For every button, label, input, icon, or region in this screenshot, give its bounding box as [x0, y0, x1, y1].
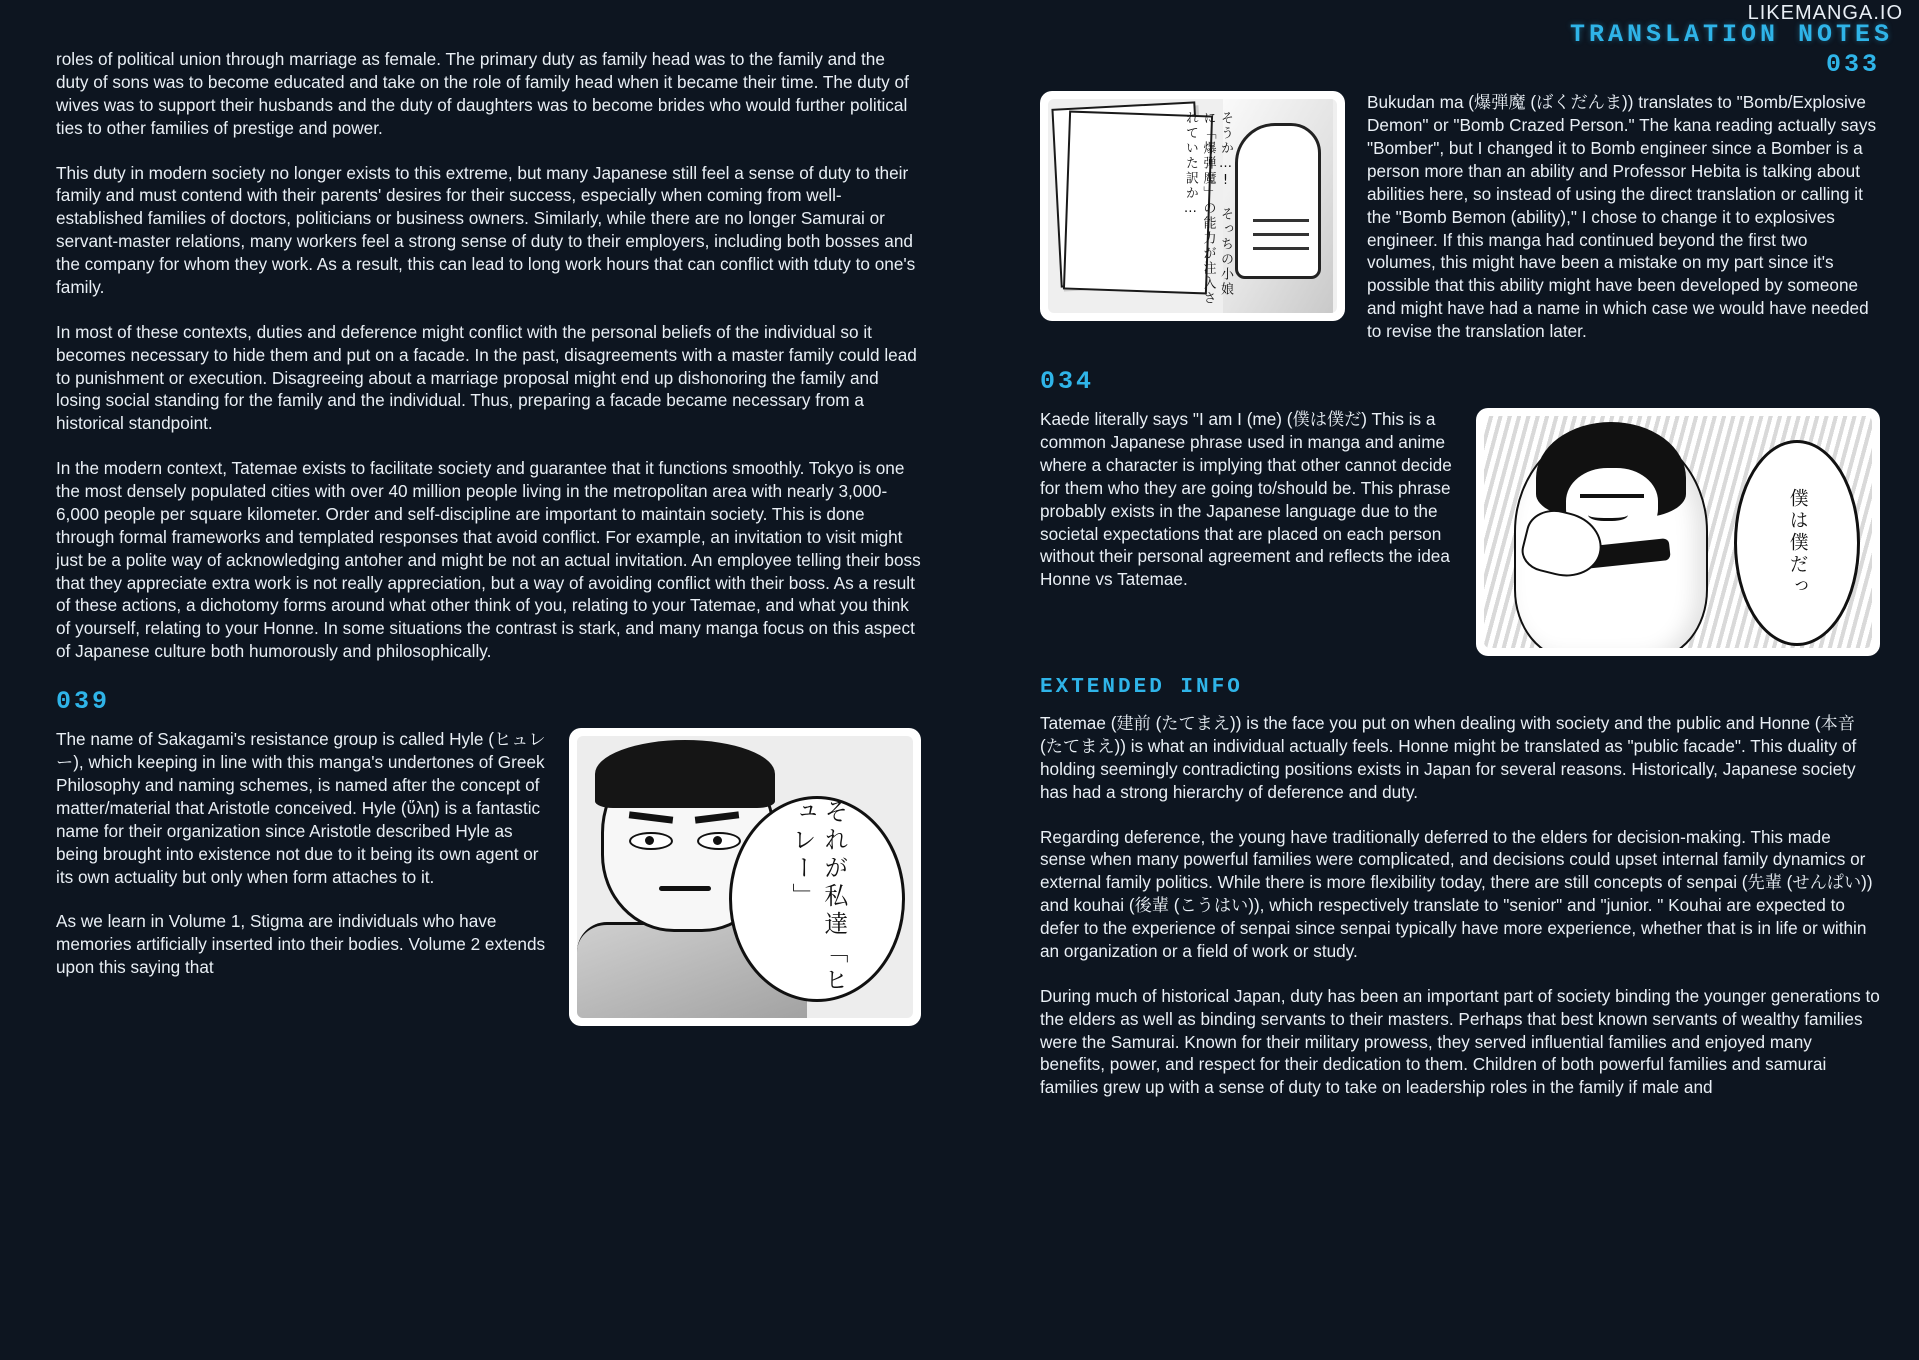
note-034-paragraph: Kaede literally says "I am I (me) (僕は僕だ) This is a common Japanese phrase used in manga and anime where a character is implying that other cannot decide for them who they are going to/should be. This phrase probably exists in the Japanese language due to the societal expectations that are placed on each person without their personal agreement and reflects the idea Honne vs Tatemae.	[1040, 409, 1452, 590]
speech-bubble-039-text: それが私達「ヒュレー」	[788, 799, 848, 996]
extended-paragraph-2: Regarding deference, the young have traditionally deferred to the elders for decision-making. This made sense when many powerful families were complicated, and decisions could upset internal family dynamics or external family politics. While there is more flexibility today, there are still concepts of senpai (先輩 (せんぱい)) and kouhai (後輩 (こうはい)), which respectively translate to "senior" and "junior. " Kouhai are expected to defer to the experience of senpai since senpai typically have more experience, whether that is in life or within an organization or a field of work or study.	[1040, 826, 1873, 961]
manga-panel-039	[569, 728, 921, 1026]
manga-art-034	[1484, 416, 1872, 648]
figure-kaede-eyes	[1580, 494, 1644, 498]
note-number-039: 039	[56, 687, 111, 716]
left-column	[56, 48, 921, 1036]
site-watermark: LIKEMANGA.IO	[1747, 2, 1903, 24]
left-paragraph-2: This duty in modern society no longer exists to this extreme, but many Japanese still feel a sense of duty to their family and must contend with their parents' desires for their success, especially when coming from well-established families of doctors, politicians or business owners. Similarly, while there are no longer Samurai or servant-master relations, many workers feel a strong sense of duty to their employers, including both bosses and the company for whom they work. As a result, this can lead to long work hours that can conflict with tduty to one's family.	[56, 162, 916, 297]
page-title: TRANSLATION NOTES	[1569, 20, 1893, 49]
figure-professor	[1223, 99, 1333, 313]
note-039-paragraph-2: As we learn in Volume 1, Stigma are individuals who have memories artificially inserted into their bodies. Volume 2 extends upon this saying that	[56, 911, 546, 978]
note-039-block	[56, 728, 921, 1036]
content-area	[40, 48, 1879, 1310]
manga-panel-033	[1040, 91, 1345, 321]
extended-paragraph-1: Tatemae (建前 (たてまえ)) is the face you put on when dealing with society and the public and Honne (本音 (たてまえ)) is what an individual actually feels. Honne might be translated as "public facade". This duality of holding seemingly contradicting positions exists in Japan for several reasons. Historically, Japanese society has had a strong hierarchy of deference and duty.	[1040, 713, 1857, 802]
note-039-paragraph-1: The name of Sakagami's resistance group is called Hyle (ヒュレー), which keeping in line with this manga's undertones of Greek Philosophy and naming schemes, is named after the concept of matter/material that Aristotle conceived. Hyle (ὕλη) is a fantastic name for their organization since Aristotle described Hyle as being brought into existence not due to it being its own agent or its own actuality but only when form attaches to it.	[56, 729, 546, 887]
speech-bubble-034-text: 僕は僕だっ	[1786, 488, 1809, 599]
figure-hair	[595, 740, 775, 808]
note-033-block	[1040, 91, 1880, 365]
right-column	[1040, 48, 1880, 1121]
figure-mouth	[659, 886, 711, 891]
extended-paragraph-3: During much of historical Japan, duty has been an important part of society binding the younger generations to the elders as well as binding servants to their masters. Perhaps that best known servants of wealthy families were the Samurai. Known for their military prowess, they served influential families and enjoyed many benefits, power, and respect for their dedication to them. Children of both powerful families and samurai families grew up with a sense of duty to take on leadership roles in the family if male and	[1040, 985, 1880, 1098]
speech-bubble-034	[1734, 440, 1860, 646]
speech-text-033-content: そうか…! そっちの小娘に「爆弾魔」の能力が注入されていた訳か…	[1182, 111, 1233, 307]
left-paragraph-4: In the modern context, Tatemae exists to facilitate society and guarantee that it functions smoothly. Tokyo is one the most densely populated cities with over 40 million people living in the metropolitan area with nearly 3,000-6,000 people per square kilometer. Order and self-discipline are important to maintain society. This is done through formal frameworks and templated responses that avoid conflict. For example, an invitation to visit might just be a polite way of acknowledging antoher and might be not an actual invitation. An employee telling their boss that they appreciate extra work is not really appreciation, but a way of avoiding conflict with their boss. As a result of these actions, a dichotomy forms around what other think of you, relating to your Tatemae, and what you think of yourself, relating to your Honne. In some situations the contrast is stark, and many manga focus on this aspect of Japanese culture both humorously and philosophically.	[56, 458, 921, 662]
note-033-paragraph: Bukudan ma (爆弾魔 (ばくだんま)) translates to "Bomb/Explosive Demon" or "Bomb Crazed Person." The kana reading actually says "Bomber", but I changed it to Bomb engineer since a Bomber is a person more than an ability and Professor Hebita is talking about abilities here, so instead of using the direct translation or calling it the "Bomb Bemon (ability)," I chose to change it to explosives engineer. If this manga had continued beyond the first two volumes, this might have been a mistake on my part since it's possible that this ability might have been developed by someone and might have had a name in which case we would have needed to revise the translation later.	[1367, 92, 1877, 341]
speech-text-033	[1084, 111, 1234, 311]
extended-info-heading: EXTENDED INFO	[1040, 676, 1243, 700]
manga-panel-034	[1476, 408, 1880, 656]
manga-art-039	[577, 736, 913, 1018]
manga-art-033	[1048, 99, 1337, 313]
left-paragraph-3: In most of these contexts, duties and deference might conflict with the personal beliefs of the individual so it becomes necessary to hide them and put on a facade. In the past, disagreements with a master family could lead to punishment or execution. Disagreeing about a marriage proposal might end up dishonoring the family and losing social standing for the family and the individual. Thus, preparing a facade became necessary from a historical standpoint.	[56, 321, 917, 434]
left-paragraph-1: roles of political union through marriage as female. The primary duty as family head was to the family and the duty of sons was to become educated and take on the role of family head when it became their time. The duty of wives was to support their husbands and the duty of daughters was to become brides who would further political ties to other families of prestige and power.	[56, 49, 909, 138]
note-number-033: 033	[1825, 50, 1880, 79]
note-034-block	[1040, 408, 1880, 666]
speech-bubble-039	[729, 796, 905, 1002]
note-number-034: 034	[1040, 366, 1095, 396]
